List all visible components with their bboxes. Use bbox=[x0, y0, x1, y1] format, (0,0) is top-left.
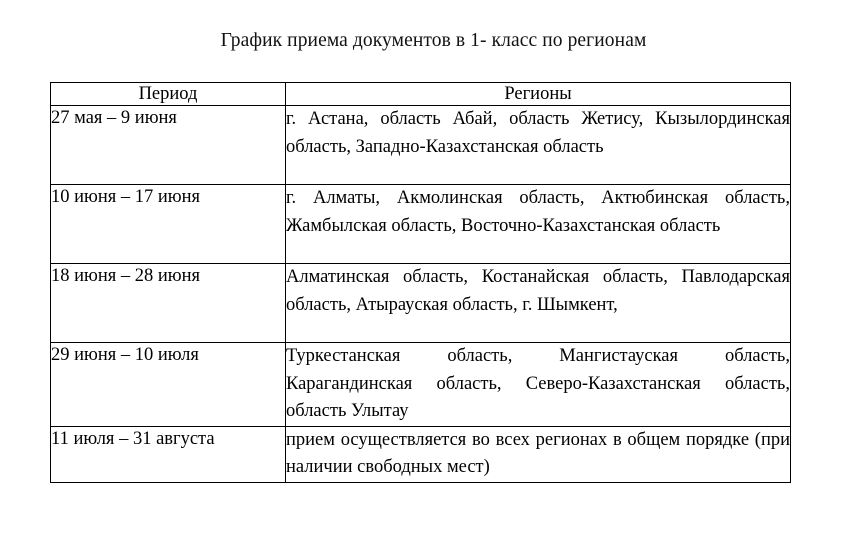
cell-period: 11 июля – 31 августа bbox=[51, 426, 286, 482]
cell-regions: Туркестанская область, Мангистауская область, Карагандинская область, Северо-Казахстанская область, область Улытау bbox=[286, 343, 791, 427]
cell-regions: г. Астана, область Абай, область Жетису, Кызылординская область, Западно-Казахстанская область bbox=[286, 106, 791, 185]
column-header-period: Период bbox=[51, 83, 286, 106]
cell-period: 29 июня – 10 июля bbox=[51, 343, 286, 427]
table-row bbox=[51, 185, 791, 264]
cell-period: 18 июня – 28 июня bbox=[51, 264, 286, 343]
table-row bbox=[51, 426, 791, 482]
column-header-regions: Регионы bbox=[286, 83, 791, 106]
cell-regions: г. Алматы, Акмолинская область, Актюбинская область, Жамбылская область, Восточно-Казахстанская область bbox=[286, 185, 791, 264]
table-row bbox=[51, 264, 791, 343]
cell-regions: Алматинская область, Костанайская область, Павлодарская область, Атырауская область, г. Шымкент, bbox=[286, 264, 791, 343]
page-title: График приема документов в 1- класс по регионам bbox=[220, 30, 647, 51]
admission-schedule-table bbox=[50, 82, 791, 483]
cell-period: 27 мая – 9 июня bbox=[51, 106, 286, 185]
cell-period: 10 июня – 17 июня bbox=[51, 185, 286, 264]
cell-regions: прием осуществляется во всех регионах в общем порядке (при наличии свободных мест) bbox=[286, 426, 791, 482]
table-row bbox=[51, 106, 791, 185]
table-header-row bbox=[51, 83, 791, 106]
table-row bbox=[51, 343, 791, 427]
